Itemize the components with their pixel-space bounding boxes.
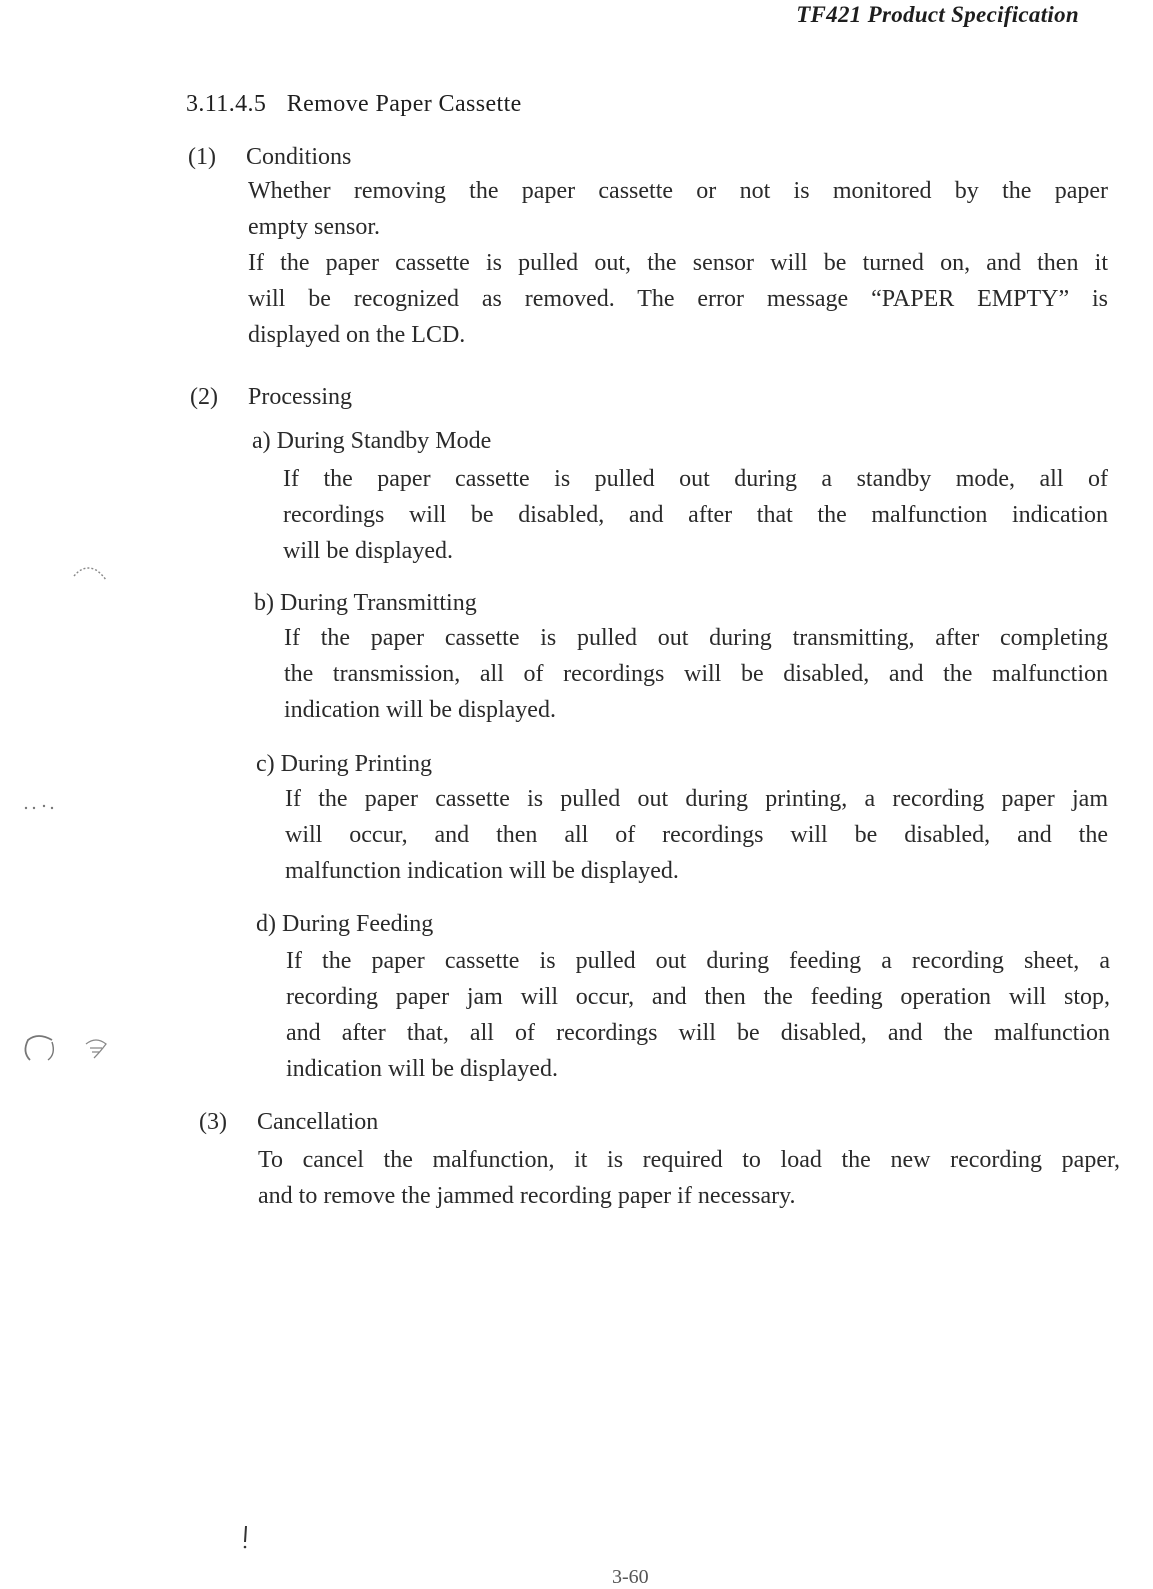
item-processing-heading (190, 384, 352, 411)
item-cancellation-heading (199, 1109, 378, 1136)
item-heading: Conditions (246, 144, 352, 170)
scan-speck-mark (70, 562, 110, 584)
scan-dots-mark (22, 800, 62, 814)
text-line: If the paper cassette is pulled out during feeding a recording sheet, a (286, 948, 1110, 974)
text-line: and after that, all of recordings will be disabled, and the malfunction (286, 1020, 1110, 1046)
text-line: malfunction indication will be displayed. (285, 858, 679, 884)
text-line: will occur, and then all of recordings will be disabled, and the (285, 822, 1108, 848)
item-heading: Cancellation (257, 1109, 379, 1135)
text-line: will be displayed. (283, 538, 453, 564)
scan-tick-mark (240, 1524, 252, 1550)
section-heading (186, 91, 522, 118)
text-line: displayed on the LCD. (248, 322, 466, 348)
sub-heading-standby: a) During Standby Mode (252, 428, 492, 454)
conditions-paragraph (248, 173, 1108, 353)
standby-paragraph (283, 461, 1108, 569)
text-line: To cancel the malfunction, it is required to load the new recording paper, (258, 1147, 1120, 1173)
running-header: TF421 Product Specification (796, 2, 1079, 27)
text-line: the transmission, all of recordings will be disabled, and the malfunction (284, 661, 1108, 687)
section-number: 3.11.4.5 (186, 91, 267, 117)
text-line: If the paper cassette is pulled out during transmitting, after completing (284, 625, 1108, 651)
text-line: and to remove the jammed recording paper if necessary. (258, 1183, 796, 1209)
item-marker: (3) (199, 1109, 227, 1135)
page-number: 3-60 (612, 1566, 649, 1588)
text-line: will be recognized as removed. The error message “PAPER EMPTY” is (248, 286, 1108, 312)
scan-hole-punch-mark (16, 1030, 116, 1070)
text-line: empty sensor. (248, 214, 380, 240)
cancellation-paragraph (258, 1142, 1120, 1214)
transmitting-paragraph (284, 620, 1108, 728)
sub-heading-transmitting: b) During Transmitting (254, 590, 477, 616)
text-line: indication will be displayed. (286, 1056, 558, 1082)
text-line: If the paper cassette is pulled out, the sensor will be turned on, and then it (248, 250, 1108, 276)
text-line: recordings will be disabled, and after that the malfunction indication (283, 502, 1108, 528)
text-line: recording paper jam will occur, and then the feeding operation will stop, (286, 984, 1110, 1010)
text-line: If the paper cassette is pulled out during printing, a recording paper jam (285, 786, 1108, 812)
item-marker: (1) (188, 144, 216, 170)
feeding-paragraph (286, 943, 1110, 1087)
text-line: Whether removing the paper cassette or not is monitored by the paper (248, 178, 1108, 204)
item-conditions-heading (188, 144, 351, 171)
sub-heading-feeding: d) During Feeding (256, 911, 434, 937)
item-heading: Processing (248, 384, 352, 410)
printing-paragraph (285, 781, 1108, 889)
text-line: indication will be displayed. (284, 697, 556, 723)
text-line: If the paper cassette is pulled out during a standby mode, all of (283, 466, 1108, 492)
section-title: Remove Paper Cassette (286, 91, 522, 117)
sub-heading-printing: c) During Printing (256, 751, 432, 777)
item-marker: (2) (190, 384, 218, 410)
